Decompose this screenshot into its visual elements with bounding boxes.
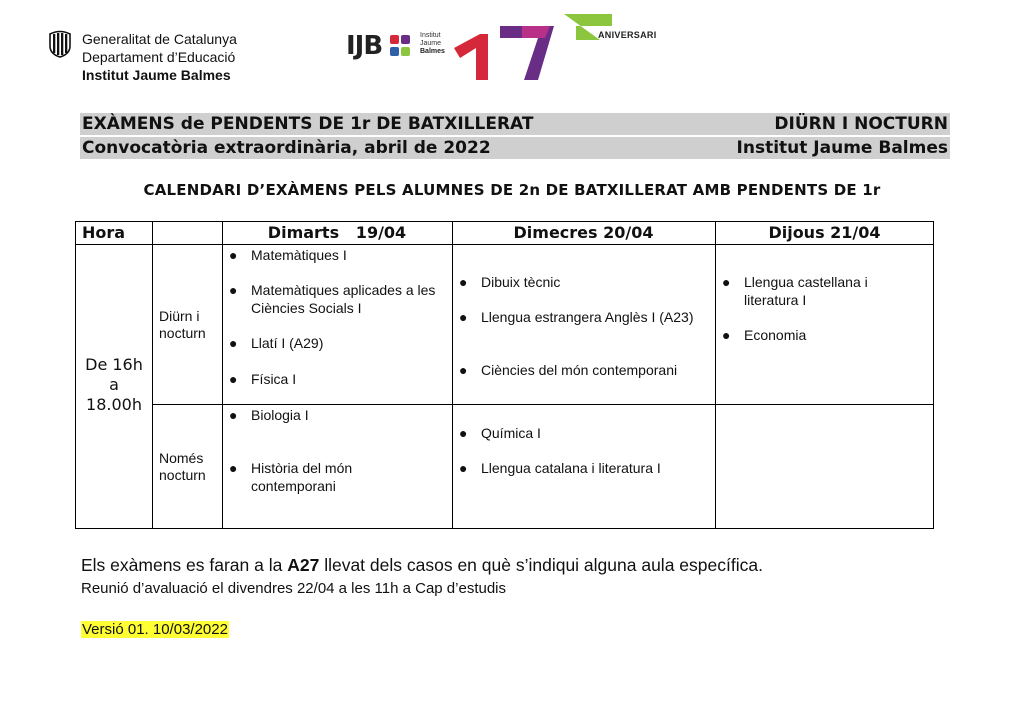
col-divider (452, 222, 453, 528)
exam-room-note (81, 555, 763, 576)
subject: Història del món contemporani (251, 460, 353, 494)
institute-name: Institut Jaume Balmes (82, 67, 231, 83)
bullet: ● (229, 282, 238, 298)
group-label-line: Diürn i (159, 308, 200, 324)
gencat-name: Generalitat de Catalunya (82, 31, 237, 47)
title-band-2 (80, 137, 950, 159)
logo-square-blue (390, 47, 399, 56)
group-label-day-night (159, 308, 206, 342)
exam-schedule-table (75, 221, 934, 529)
title-band-1 (80, 113, 950, 135)
bullet: ● (459, 425, 468, 441)
exam-title: EXÀMENS de PENDENTS DE 1r DE BATXILLERAT (82, 114, 534, 134)
group-divider (152, 404, 934, 405)
generalitat-logo (48, 30, 72, 58)
header-divider (76, 244, 934, 245)
subject: Llengua castellana i literatura I (744, 274, 868, 308)
bullet: ● (229, 335, 238, 351)
subject: Biologia I (251, 407, 309, 423)
bullet: ● (459, 274, 468, 290)
logo-square-purple (401, 35, 410, 44)
subject: Física I (251, 371, 297, 387)
bullet: ● (459, 460, 468, 476)
header-hora: Hora (82, 223, 126, 242)
note-text: Els exàmens es faran a la (81, 555, 288, 575)
time-start: De 16h (85, 355, 143, 374)
subject: Llengua estrangera Anglès I (A23) (481, 309, 694, 325)
subject: Matemàtiques aplicades a les Ciències Socials I (251, 282, 436, 316)
ijb-sub-3: Balmes (420, 48, 445, 55)
group-label-night-only (159, 450, 206, 484)
convocation-title: Convocatòria extraordinària, abril de 2022 (82, 138, 491, 158)
bullet: ● (229, 247, 238, 263)
group-label-line: nocturn (159, 467, 206, 483)
department-name: Departament d’Educació (82, 49, 236, 65)
subject: Dibuix tècnic (481, 274, 561, 290)
time-end: 18.00h (86, 395, 142, 414)
anniversary-label: ANIVERSARI (598, 30, 657, 40)
meeting-note: Reunió d’avaluació el divendres 22/04 a les 11h a Cap d’estudis (81, 580, 507, 597)
generalitat-header (82, 30, 237, 84)
bullet: ● (722, 327, 731, 343)
ijb-logo-subtitle (420, 32, 445, 56)
ijb-logo (346, 30, 416, 62)
subject: Matemàtiques I (251, 247, 347, 263)
logo-square-green (401, 47, 410, 56)
col-divider (715, 222, 716, 528)
ijb-sub-1: Institut (420, 32, 441, 39)
bullet: ● (722, 274, 731, 290)
bullet: ● (459, 309, 468, 325)
ijb-sub-2: Jaume (420, 40, 442, 47)
subject: Economia (744, 327, 807, 343)
anniversary-175-logo (450, 12, 660, 82)
note-text: llevat dels casos en què s’indiqui alguna aula específica. (319, 555, 763, 575)
subject: Llengua catalana i literatura I (481, 460, 661, 476)
ijb-logo-text: IJB (346, 31, 383, 61)
header-day-3: Dijous 21/04 (768, 223, 881, 242)
subject: Ciències del món contemporani (481, 362, 678, 378)
time-range (76, 355, 152, 415)
subject: Química I (481, 425, 541, 441)
version-label: Versió 01. 10/03/2022 (82, 621, 228, 638)
shift-title: DIÜRN I NOCTURN (774, 114, 948, 134)
group-label-line: Només (159, 450, 204, 466)
header-day-2: Dimecres 20/04 (513, 223, 654, 242)
logo-square-red (390, 35, 399, 44)
col-divider (152, 222, 153, 528)
bullet: ● (459, 362, 468, 378)
group-label-line: nocturn (159, 325, 206, 341)
bullet: ● (229, 371, 238, 387)
time-sep: a (109, 375, 119, 394)
col-divider (222, 222, 223, 528)
header-day-1: Dimarts 19/04 (267, 223, 407, 242)
institute-title: Institut Jaume Balmes (736, 138, 948, 158)
calendar-subtitle: CALENDARI D’EXÀMENS PELS ALUMNES DE 2n DE BATXILLERAT AMB PENDENTS DE 1r (143, 181, 881, 199)
subject: Llatí I (A29) (251, 335, 324, 351)
bullet: ● (229, 460, 238, 476)
bullet: ● (229, 407, 238, 423)
exam-room: A27 (287, 555, 320, 575)
